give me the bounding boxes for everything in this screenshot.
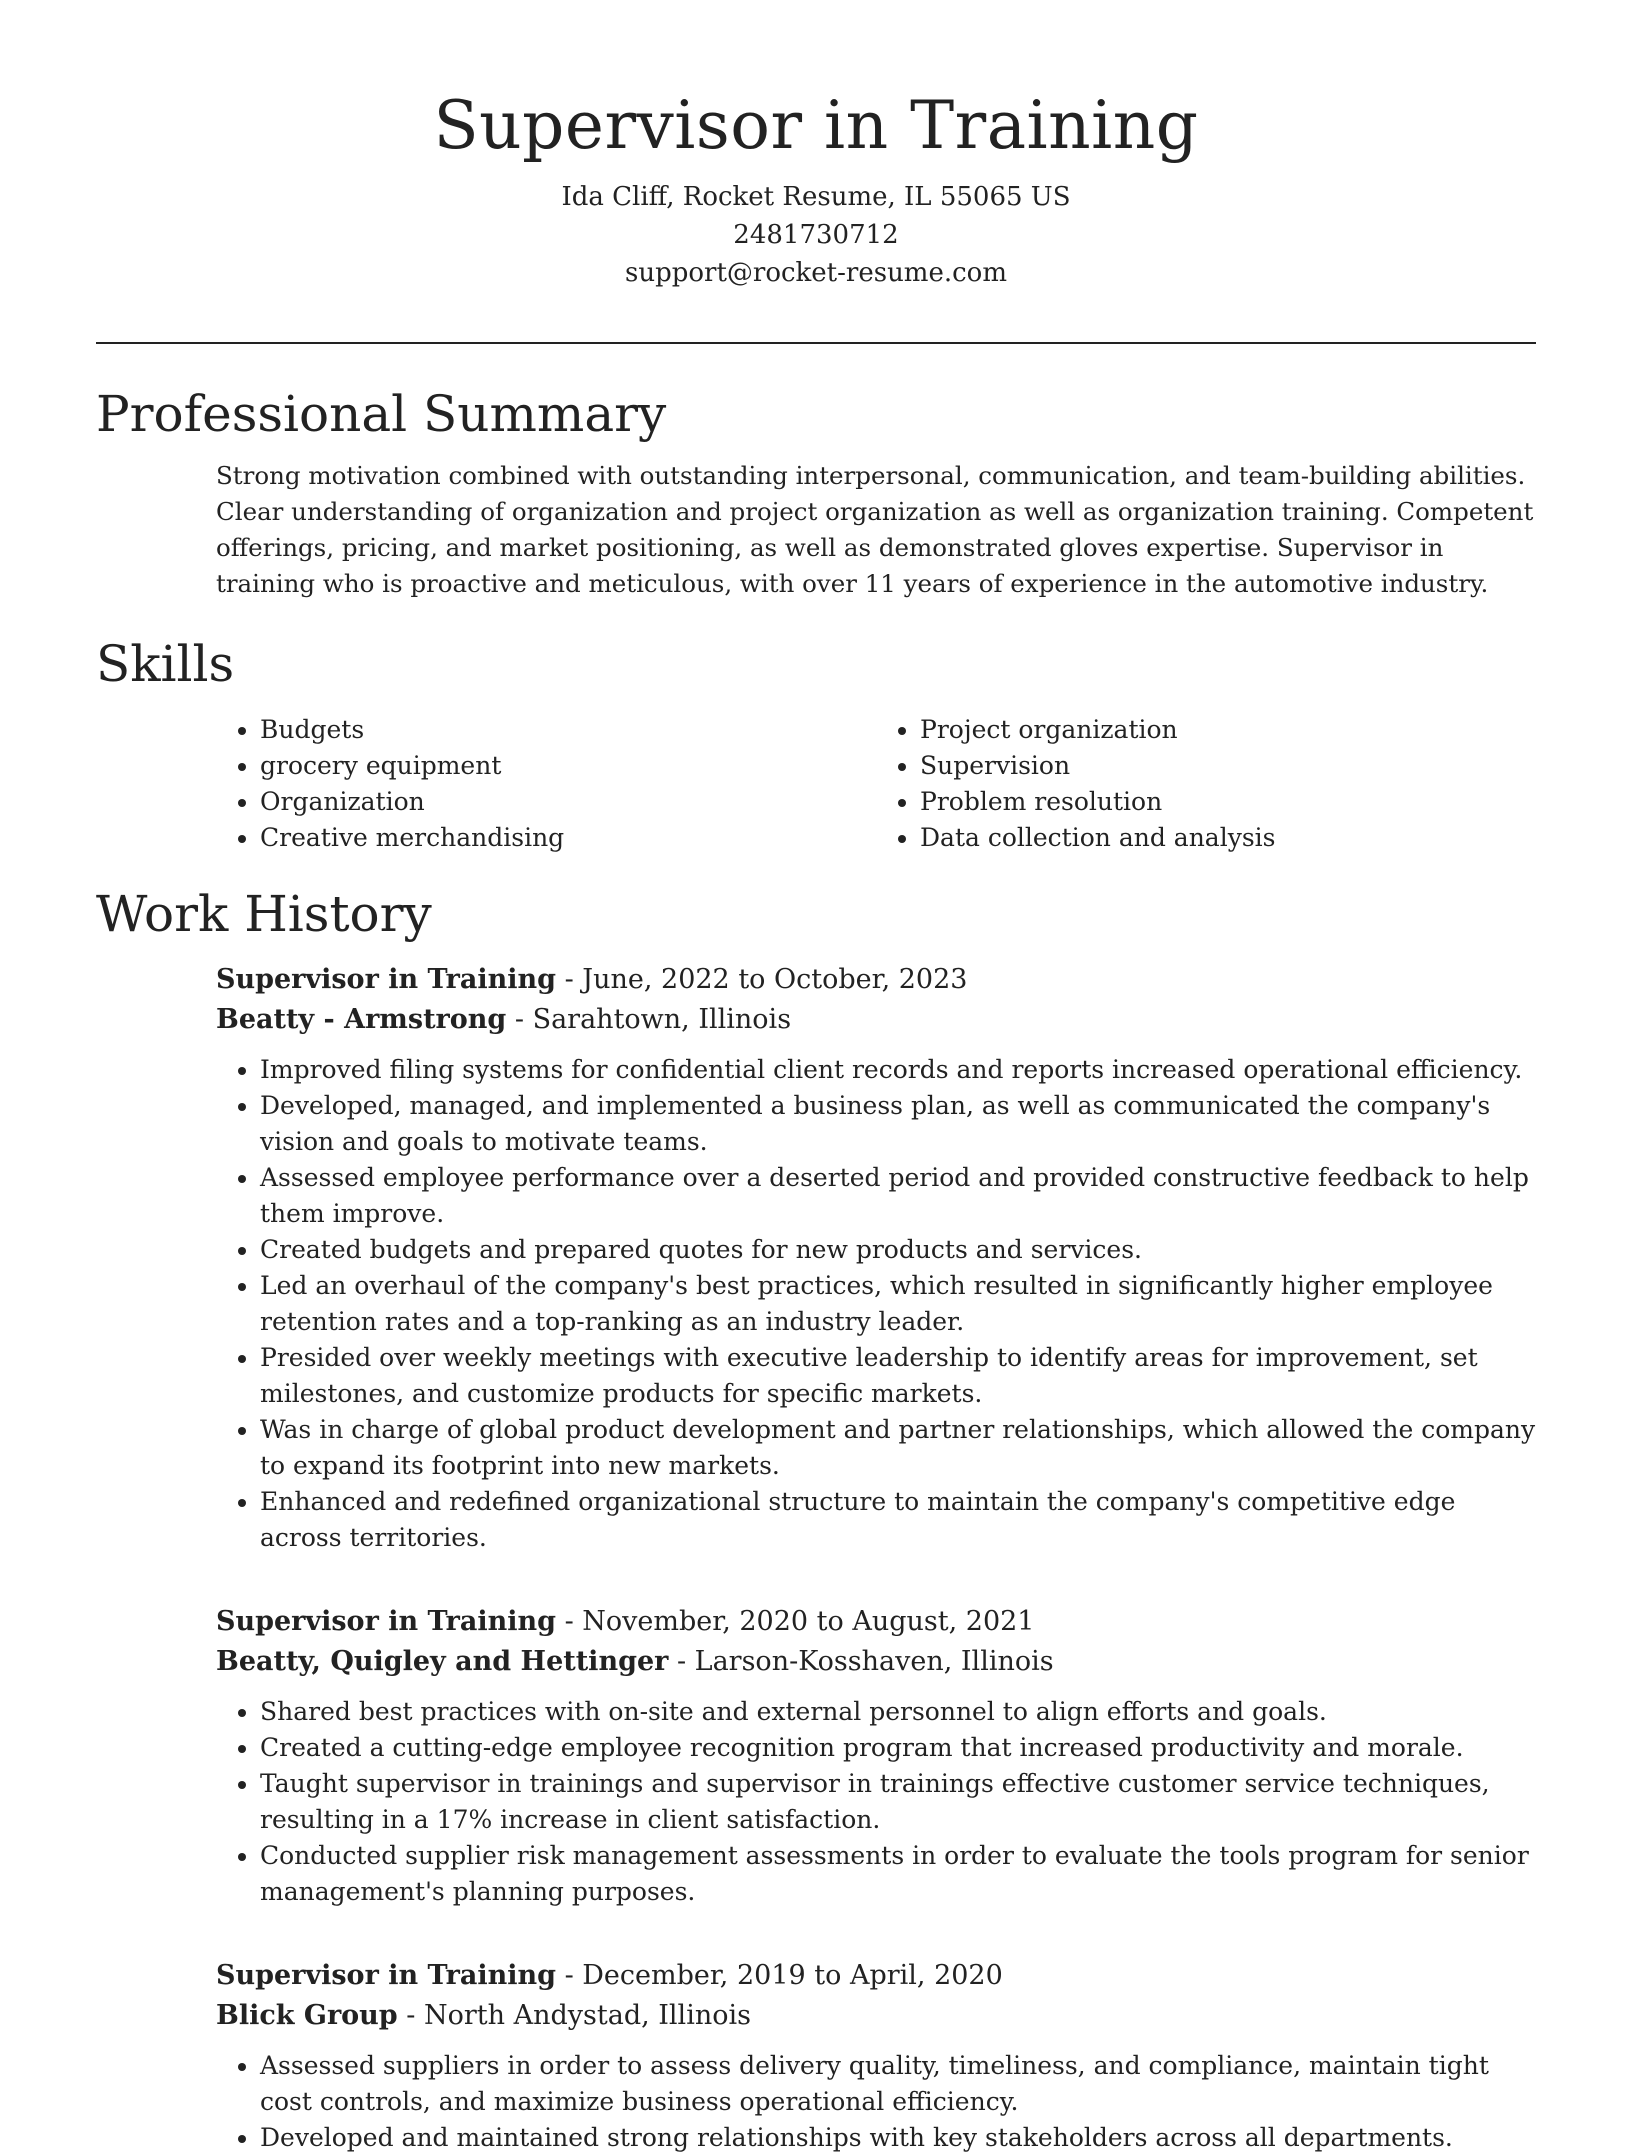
job-location: - Sarahtown, Illinois [506, 1004, 792, 1035]
job-title: Supervisor in Training [216, 1960, 556, 1991]
job-bullet: • Shared best practices with on-site and external personnel to align efforts and goals. [260, 1694, 1536, 1730]
work-history-heading: Work History [96, 885, 432, 943]
job-bullet: • Led an overhaul of the company's best practices, which resulted in significantly higher employee retention rates and a top-ranking as an industry leader. [260, 1268, 1536, 1340]
job-bullets [216, 1052, 1536, 1556]
job-company: Beatty - Armstrong [216, 1004, 507, 1035]
contact-address: Ida Cliff, Rocket Resume, IL 55065 US [561, 182, 1071, 212]
skills-list [96, 712, 1536, 856]
skills-heading: Skills [96, 635, 235, 693]
skills-column-left [216, 712, 876, 856]
job-bullet: • Improved filing systems for confidential client records and reports increased operational efficiency. [260, 1052, 1536, 1088]
job-bullet: • Developed, managed, and implemented a business plan, as well as communicated the company's vision and goals to motivate teams. [260, 1088, 1536, 1160]
job-title: Supervisor in Training [216, 1606, 556, 1637]
job-title-line [216, 960, 1536, 1000]
contact-block [0, 178, 1632, 292]
skill-item: • Data collection and analysis [920, 820, 1536, 856]
job-bullets [216, 2048, 1536, 2156]
skill-item: • Problem resolution [920, 784, 1536, 820]
header-divider [96, 342, 1536, 344]
job-company-line [216, 1996, 1536, 2036]
skills-column-right [876, 712, 1536, 856]
job-bullet: • Presided over weekly meetings with executive leadership to identify areas for improvement, set milestones, and customize products for specific markets. [260, 1340, 1536, 1412]
job-bullet: • Assessed employee performance over a deserted period and provided constructive feedback to help them improve. [260, 1160, 1536, 1232]
job-company: Beatty, Quigley and Hettinger [216, 1646, 669, 1677]
job-bullet: • Created budgets and prepared quotes for new products and services. [260, 1232, 1536, 1268]
job-location: - Larson-Kosshaven, Illinois [668, 1646, 1054, 1677]
resume-header [0, 0, 1632, 292]
job-bullet: • Assessed suppliers in order to assess delivery quality, timeliness, and compliance, maintain tight cost controls, and maximize business operational efficiency. [260, 2048, 1536, 2120]
job-bullet: • Conducted supplier risk management assessments in order to evaluate the tools program for senior management's planning purposes. [260, 1838, 1536, 1910]
candidate-title: Supervisor in Training [433, 87, 1199, 164]
skill-item: • Creative merchandising [260, 820, 876, 856]
skill-item: • Budgets [260, 712, 876, 748]
job-title: Supervisor in Training [216, 964, 556, 995]
skill-item: • Project organization [920, 712, 1536, 748]
summary-text: Strong motivation combined with outstanding interpersonal, communication, and team-building abilities. Clear understanding of organization and project organization as well as organization training. Competent offerings, pricing, and market positioning, as well as demonstrated gloves expertise. Supervisor in training who is proactive and meticulous, with over 11 years of experience in the automotive industry. [216, 461, 1534, 598]
job-title-line [216, 1956, 1536, 1996]
skill-item: • Supervision [920, 748, 1536, 784]
job-bullet: • Developed and maintained strong relationships with key stakeholders across all departments. [260, 2120, 1536, 2156]
job-bullet: • Taught supervisor in trainings and supervisor in trainings effective customer service techniques, resulting in a 17% increase in client satisfaction. [260, 1766, 1536, 1838]
job-bullet: • Enhanced and redefined organizational structure to maintain the company's competitive edge across territories. [260, 1484, 1536, 1556]
job-dates: - June, 2022 to October, 2023 [555, 964, 968, 995]
job-company-line [216, 1642, 1536, 1682]
skill-item: • Organization [260, 784, 876, 820]
job-bullet: • Created a cutting-edge employee recognition program that increased productivity and morale. [260, 1730, 1536, 1766]
summary-heading: Professional Summary [96, 385, 667, 443]
job-bullet: • Was in charge of global product development and partner relationships, which allowed the company to expand its footprint into new markets. [260, 1412, 1536, 1484]
job-bullets [216, 1694, 1536, 1910]
job-dates: - December, 2019 to April, 2020 [555, 1960, 1003, 1991]
job-company: Blick Group [216, 2000, 398, 2031]
contact-phone: 2481730712 [733, 220, 899, 250]
job-dates: - November, 2020 to August, 2021 [555, 1606, 1035, 1637]
contact-email: support@rocket-resume.com [624, 258, 1007, 288]
job-entry [96, 960, 1536, 1556]
job-entry [96, 1602, 1536, 1910]
job-location: - North Andystad, Illinois [397, 2000, 751, 2031]
job-company-line [216, 1000, 1536, 1040]
job-entry [96, 1956, 1536, 2156]
skill-item: • grocery equipment [260, 748, 876, 784]
job-title-line [216, 1602, 1536, 1642]
resume-content [96, 378, 1536, 2156]
